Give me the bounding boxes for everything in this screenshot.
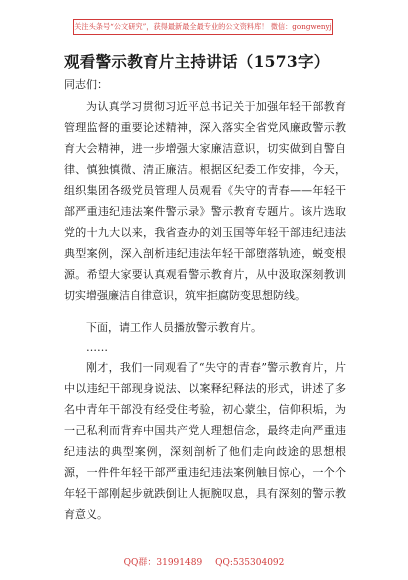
paragraph-text: ……	[86, 341, 108, 354]
body-paragraph-2	[64, 317, 346, 338]
qq-number: QQ:535304092	[215, 558, 285, 568]
footer-contact	[0, 555, 408, 568]
paragraph-text: 为认真学习贯彻习近平总书记关于加强年轻干部教育管理监督的重要论述精神，深入落实全省党风廉政警示教育大会精神，进一步增强大家廉洁意识，切实做到自警自律、慎独慎微、清正廉洁。根据区纪委工作安排，今天，组织集团各级党员管理人员观看《失守的青春——年轻干部严重违纪违法案件警示录》警示教育专题片。该片选取党的十九大以来，我省查办的刘玉国等年轻干部违纪违法典型案例，深入剖析违纪违法年轻干部堕落轨迹，蜕变根源。希望大家要认真观看警示教育片，从中汲取深刻教训切实增强廉洁自律意识，筑牢拒腐防变思想防线。	[64, 100, 346, 302]
ellipsis-line	[64, 337, 346, 358]
salutation: 同志们：	[64, 78, 108, 91]
page-title: 观看警示教育片主持讲话（1573字）	[64, 52, 330, 71]
paragraph-text: 下面，请工作人员播放警示教育片。	[86, 321, 262, 334]
qq-group-number: QQ群：31991489	[123, 558, 203, 568]
body-paragraph-1	[64, 96, 346, 306]
body-paragraph-3	[64, 357, 346, 525]
paragraph-text: 刚才，我们一同观看了“失守的青春”警示教育片，片中以违纪干部现身说法、以案释纪释法的形式，讲述了多名中青年干部没有经受住考验，初心蒙尘，信仰积垢，为一己私利而背弃中国共产党人理想信念，最终走向严重违纪违法的典型案例，深刻剖析了他们走向歧途的思想根源，一件件年轻干部严重违纪违法案例触目惊心，一个个年轻干部刚起步就跌倒让人扼腕叹息，具有深刻的警示教育意义。	[64, 361, 346, 521]
promo-banner: 关注头条号“公文研究”，获得最新最全最专业的公文资料库！ 微信：gongwenyj	[73, 19, 333, 35]
